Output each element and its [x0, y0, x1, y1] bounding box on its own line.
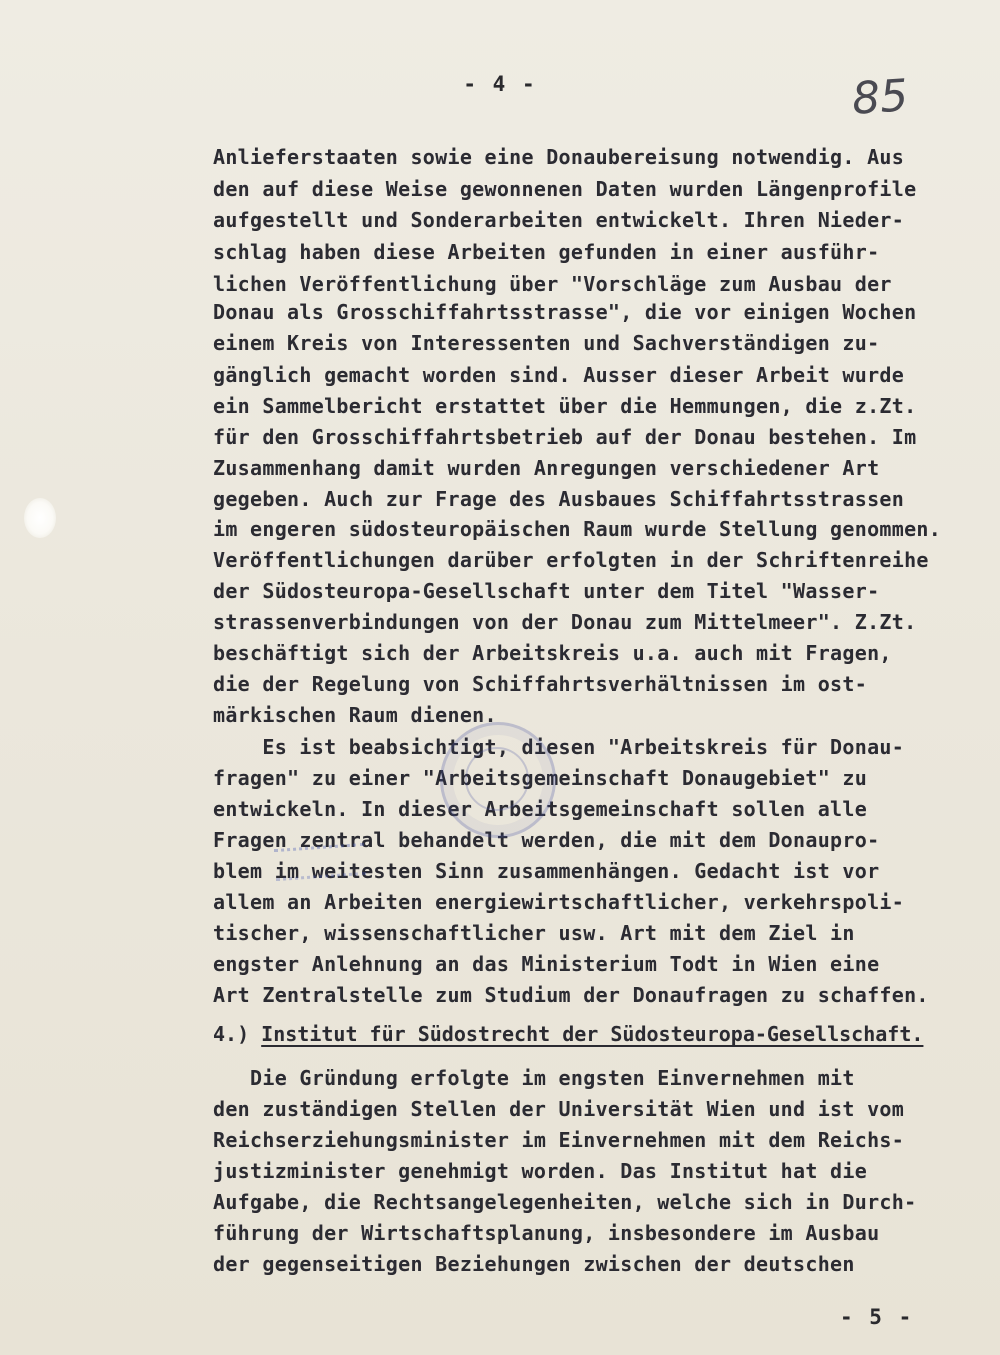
text-line: die der Regelung von Schiffahrtsverhältnissen im ost-: [213, 672, 868, 696]
text-line: Die Gründung erfolgte im engsten Einvernehmen mit: [213, 1066, 855, 1090]
section-heading: [213, 1020, 923, 1048]
text-line: Es ist beabsichtigt, diesen "Arbeitskreis für Donau-: [213, 735, 905, 759]
text-line: beschäftigt sich der Arbeitskreis u.a. auch mit Fragen,: [213, 641, 892, 665]
text-line: fragen" zu einer "Arbeitsgemeinschaft Donaugebiet" zu: [213, 766, 868, 790]
text-line: Art Zentralstelle zum Studium der Donaufragen zu schaffen.: [213, 983, 929, 1007]
text-line: allem an Arbeiten energiewirtschaftlicher, verkehrspoli-: [213, 890, 905, 914]
text-line: lichen Veröffentlichung über "Vorschläge zum Ausbau der: [213, 272, 892, 296]
text-line: justizminister genehmigt worden. Das Institut hat die: [213, 1159, 868, 1183]
text-line: Veröffentlichungen darüber erfolgten in der Schriftenreihe: [213, 548, 929, 572]
next-page-marker: - 5 -: [840, 1305, 914, 1329]
text-line: schlag haben diese Arbeiten gefunden in einer ausführ-: [213, 240, 880, 264]
punch-hole: [24, 498, 56, 538]
ink-stamp: [440, 722, 556, 838]
text-line: den zuständigen Stellen der Universität Wien und ist vom: [213, 1097, 905, 1121]
text-line: der Südosteuropa-Gesellschaft unter dem Titel "Wasser-: [213, 579, 880, 603]
text-line: gänglich gemacht worden sind. Ausser dieser Arbeit wurde: [213, 363, 905, 387]
text-line: Anlieferstaaten sowie eine Donaubereisung notwendig. Aus: [213, 145, 905, 169]
text-line: entwickeln. In dieser Arbeitsgemeinschaft sollen alle: [213, 797, 868, 821]
text-line: engster Anlehnung an das Ministerium Todt in Wien eine: [213, 952, 880, 976]
text-line: strassenverbindungen von der Donau zum Mittelmeer". Z.Zt.: [213, 610, 917, 634]
text-line: gegeben. Auch zur Frage des Ausbaues Schiffahrtsstrassen: [213, 487, 905, 511]
section-title: Institut für Südostrecht der Südosteuropa-Gesellschaft.: [261, 1022, 924, 1046]
text-line: ein Sammelbericht erstattet über die Hemmungen, die z.Zt.: [213, 394, 917, 418]
text-line: Fragen zentral behandelt werden, die mit dem Donaupro-: [213, 828, 880, 852]
text-line: im engeren südosteuropäischen Raum wurde Stellung genommen.: [213, 517, 942, 541]
handwritten-folio-number: 85: [850, 70, 910, 125]
text-line: den auf diese Weise gewonnenen Daten wurden Längenprofile: [213, 177, 917, 201]
text-line: Zusammenhang damit wurden Anregungen verschiedener Art: [213, 456, 880, 480]
page-number: - 4 -: [463, 72, 537, 96]
text-line: Reichserziehungsminister im Einvernehmen mit dem Reichs-: [213, 1128, 905, 1152]
text-line: aufgestellt und Sonderarbeiten entwickelt. Ihren Nieder-: [213, 208, 905, 232]
text-line: blem im weitesten Sinn zusammenhängen. Gedacht ist vor: [213, 859, 880, 883]
text-line: Donau als Grosschiffahrtsstrasse", die vor einigen Wochen: [213, 300, 917, 324]
text-line: für den Grosschiffahrtsbetrieb auf der Donau bestehen. Im: [213, 425, 917, 449]
text-line: führung der Wirtschaftsplanung, insbesondere im Ausbau: [213, 1221, 880, 1245]
section-number: 4.): [213, 1022, 262, 1046]
text-line: märkischen Raum dienen.: [213, 703, 497, 727]
text-line: tischer, wissenschaftlicher usw. Art mit dem Ziel in: [213, 921, 855, 945]
text-line: der gegenseitigen Beziehungen zwischen der deutschen: [213, 1252, 855, 1276]
text-line: Aufgabe, die Rechtsangelegenheiten, welche sich in Durch-: [213, 1190, 917, 1214]
blue-pencil-mark: [274, 843, 366, 881]
text-line: einem Kreis von Interessenten und Sachverständigen zu-: [213, 331, 880, 355]
